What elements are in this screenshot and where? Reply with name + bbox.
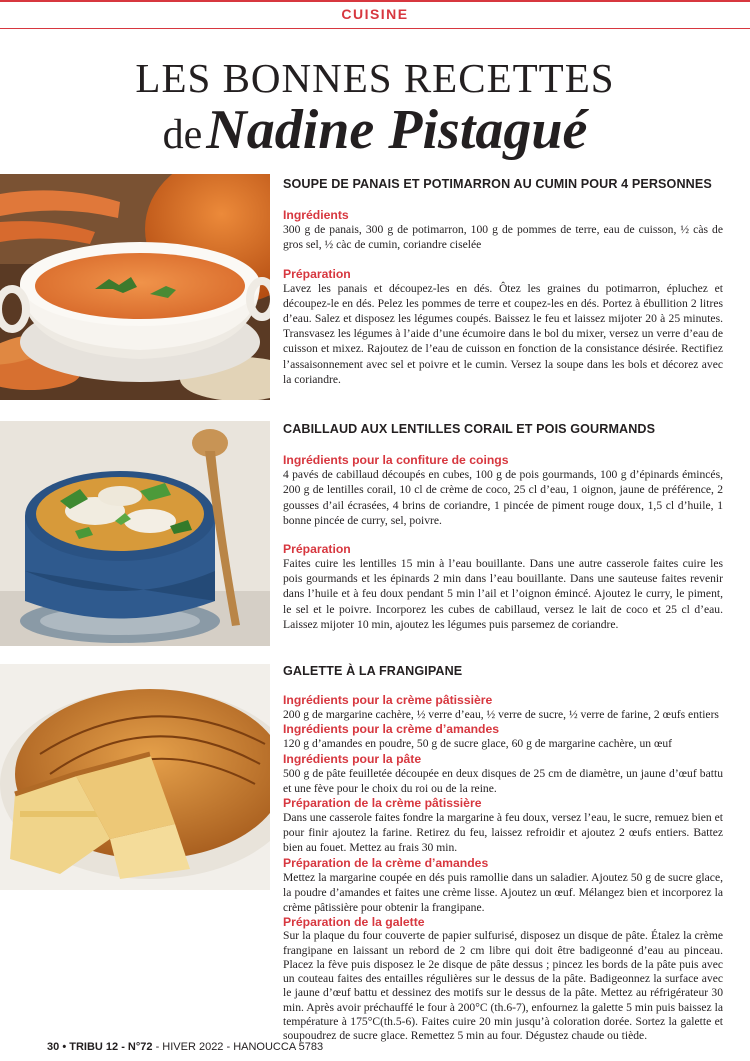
recipe-subheading: Préparation [283, 266, 351, 281]
page-title-line2 [0, 99, 750, 175]
recipe-text: 300 g de panais, 300 g de potimarron, 100 g de pommes de terre, eau de cuisson, ½ càs de gros sel, ½ càc de cumin, coriandre ciselée [283, 223, 723, 252]
recipe-soup [283, 177, 723, 387]
recipe-subheading: Ingrédients pour la crème d’amandes [283, 722, 500, 737]
recipe-text: Mettez la margarine coupée en dés puis ramollie dans un saladier. Ajoutez 50 g de sucre glace, la poudre d’amandes et faites une crème lisse. Ajoutez un œuf. Mélangez bien et incorporez la crème pâtissière pour obtenir la frangipane. [283, 870, 723, 915]
recipe-subheading: Ingrédients pour la pâte [283, 751, 422, 766]
recipe-text: Faites cuire les lentilles 15 min à l’eau bouillante. Dans une autre casserole faites cuire les pois gourmands et les épinards 2 min dans l’eau bouillante. Dans une sauteuse faites revenir dans l’huile et à feu doux pendant 5 min l’ail et l’oignon émincé. Ajoutez le curry, le piment, le sel et le poivre. Incorporez les cubes de cabillaud, versez le lait de coco et 25 cl d’eau. Laissez mijoter 10 min, ajoutez les légumes puis parsemez de coriandre. [283, 557, 723, 631]
recipe-text: 500 g de pâte feuilletée découpée en deux disques de 25 cm de diamètre, un jaune d’œuf battu et une fève pour le choix du roi ou de la reine. [283, 766, 723, 795]
header-rule-top [0, 0, 750, 2]
recipe-text: Dans une casserole faites fondre la margarine à feu doux, versez l’eau, le sucre, remuez bien et pour finir ajoutez la farine. Retirez du feu, laissez refroidir et ajoutez 2 œufs entiers. Battez bien au fouet. Mettez au frais 30 min. [283, 811, 723, 855]
recipe-subheading: Ingrédients [283, 208, 349, 223]
recipe-cod [283, 422, 723, 632]
section-label: CUISINE [341, 6, 409, 22]
recipe-text: 120 g d’amandes en poudre, 50 g de sucre glace, 60 g de margarine cachère, un œuf [283, 737, 672, 751]
recipe-subheading: Préparation de la crème pâtissière [283, 796, 482, 811]
recipe-text: 4 pavés de cabillaud découpés en cubes, 100 g de pois gourmands, 100 g d’épinards émincés, 200 g de lentilles corail, 10 cl de crème de coco, 25 cl d’eau, 1 oignon, jaune de préférence, 2 gousses d’ail écrasées, 4 brins de coriandre, 1 pincée de piment rouge doux, 1,5 cl d’huile, 1 bonne pincée de curry, sel, poivre. [283, 468, 723, 527]
recipe-galette [283, 664, 723, 1044]
recipe-subheading: Préparation de la crème d’amandes [283, 855, 489, 870]
footer-issue: TRIBU 12 - N°72 [69, 1041, 153, 1053]
recipe-subheading: Préparation de la galette [283, 915, 425, 930]
soup-photo [0, 174, 270, 400]
footer-season: - HIVER 2022 - HANOUCCA 5783 [155, 1041, 324, 1053]
recipe-title: GALETTE À LA FRANGIPANE [283, 664, 463, 678]
recipe-title: CABILLAUD AUX LENTILLES CORAIL ET POIS GOURMANDS [283, 422, 656, 436]
footer-bullet: • [62, 1041, 67, 1053]
recipe-text: Sur la plaque du four couverte de papier sulfurisé, disposez un disque de pâte. Étalez la crème frangipane en laissant un rebord de 2 cm libre qui doit être badigeonné d’eau au pinceau. Placez la fève puis disposez le 2e disque de pâte dessus ; pincez les bords de la pâte puis avec un couteau faites des entailles régulières sur le dessus de la pâte. Badigeonnez la surface avec le jaune d’œuf battu et dessinez des motifs sur le dessus de la pâte. Mettez au réfrigérateur 30 min. Après avoir préchauffé le four à 200°C (th.6-7), enfournez la galette 5 min puis baissez la température à 175°C(th.5-6). Faites cuire 20 min jusqu’à coloration dorée. Sortez la galette et soupoudrez de sucre glace. Remettez 5 min au four. Dégustez chaude ou tiède. [283, 929, 723, 1043]
page-footer [47, 1041, 323, 1053]
galette-photo [0, 664, 270, 890]
page-number: 30 [47, 1041, 60, 1053]
recipe-subheading: Préparation [283, 542, 351, 557]
cod-lentils-photo [0, 421, 270, 646]
recipe-title: SOUPE DE PANAIS ET POTIMARRON AU CUMIN POUR 4 PERSONNES [283, 177, 712, 191]
recipe-text: Lavez les panais et découpez-les en dés. Ôtez les graines du potimarron, épluchez et découpez-le en dés. Pelez les pommes de terre et coupez-les en dés. Portez à ébullition 2 litres d’eau. Salez et disposez les légumes coupés. Baissez le feu et laissez mijoter 20 à 25 minutes. Transvasez les légumes à l’aide d’une écumoire dans le bol du mixer, versez un verre d’eau de cuisson et mixez. Rajoutez de l’eau de cuisson en fonction de la consistance désirée. Rectifiez l’assaisonnement avec sel et poivre et le cumin. Versez la soupe dans les bols et décorez avec la coriandre. [283, 281, 723, 386]
title-de: de [162, 112, 203, 158]
recipe-subheading: Ingrédients pour la confiture de coings [283, 453, 509, 468]
recipe-text: 200 g de margarine cachère, ½ verre d’eau, ½ verre de sucre, ½ verre de farine, 2 œufs entiers [283, 708, 719, 722]
recipe-subheading: Ingrédients pour la crème pâtissière [283, 693, 493, 708]
page-title-line1: LES BONNES RECETTES [135, 55, 615, 101]
header-rule-bottom [0, 28, 750, 29]
title-author-name: Nadine Pistagué [206, 99, 588, 161]
